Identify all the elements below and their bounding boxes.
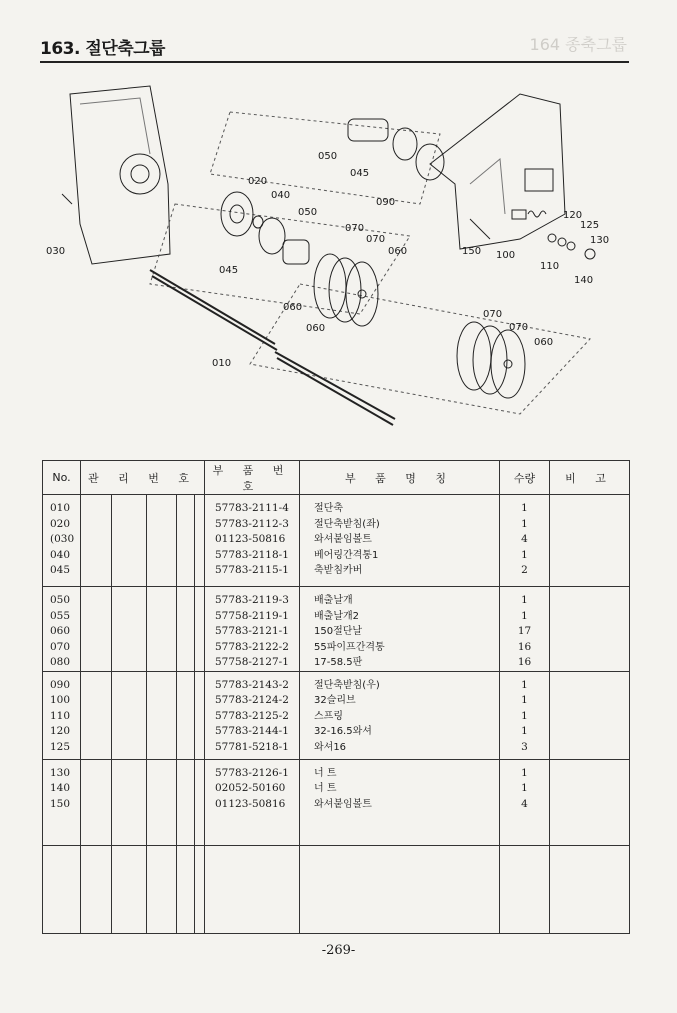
cell-no-value: 060 [50,625,71,637]
cell-quantity-value: 1 [521,594,528,606]
cell-no-value: 140 [50,782,71,794]
cell-quantity-value: 2 [521,564,528,576]
cell-part-name [300,759,500,845]
callout-070-a: 070 [345,223,365,234]
header-part-name: 부 품 명 칭 [300,461,500,495]
cell-no-value: 150 [50,797,71,810]
callout-140: 130 [590,235,610,246]
cell-part-name-value: 절단축받침(우) [314,679,380,691]
cell-management-no [147,671,177,759]
table-row-group [43,495,630,587]
cell-quantity-value: 17 [517,625,532,637]
exploded-parts-diagram [0,64,677,456]
washer-16 [558,238,566,246]
cell-management-no [112,759,147,845]
cell-no-value: 045 [50,564,71,576]
callout-070-c: 070 [483,309,503,320]
cell-part-number-value: 57783-2126-1 [215,766,289,779]
table-row-group [43,845,630,933]
cell-no-value: 020 [50,517,71,530]
right-frame-plate [430,94,565,249]
cell-management-no [112,845,147,933]
cell-part-name-value: 와셔16 [314,741,347,753]
cutting-blade [457,322,491,390]
cell-remarks [550,587,630,672]
callout-030: 030 [46,246,66,257]
callout-070-d: 070 [509,322,529,333]
bearing-cover-left [259,218,285,254]
cutting-blade [314,254,346,318]
cell-no-value: 080 [50,656,71,668]
cell-management-no [81,587,112,672]
discharge-fan-upper [348,119,388,141]
cell-no-value: 040 [50,548,71,561]
cell-part-name-value: 너 트 [314,783,337,794]
callout-100: 100 [496,250,516,261]
table-row-group [43,759,630,845]
flange-bolt [470,219,490,239]
cell-quantity [500,759,550,845]
cell-quantity-value: 1 [521,609,528,622]
right-frame-bracket [525,169,553,191]
callout-150: 150 [462,246,482,257]
cell-no [43,587,81,672]
cell-part-number-value: 57758-2127-1 [215,656,289,668]
sleeve-32 [512,210,526,219]
table-row-group [43,671,630,759]
cell-management-no [177,587,195,672]
cutter-shaft [150,270,275,344]
header-no: No. [43,461,81,495]
cell-no-value: 050 [50,594,71,606]
cell-management-no [81,495,112,587]
page-title: 163. 절단축그룹 [40,39,165,59]
callout-020: 020 [248,176,268,187]
cell-part-number-value: 57783-2143-2 [215,678,289,691]
callout-110: 110 [540,261,560,272]
cell-no [43,671,81,759]
callout-060-c: 060 [306,323,326,334]
callout-045-lower: 045 [219,265,239,276]
cell-management-no [177,671,195,759]
cell-part-number-value: 57783-2144-1 [215,725,289,737]
cell-part-name [300,587,500,672]
cell-no-value: 010 [50,502,71,514]
cell-no-value: 130 [50,766,71,779]
left-frame-bore [120,154,160,194]
cell-part-number-value: 02052-50160 [215,782,286,794]
cell-no [43,495,81,587]
cell-management-no [147,587,177,672]
cell-part-number-value: 57783-2125-2 [215,709,289,722]
cell-part-number-value: 57783-2118-1 [215,548,289,561]
callout-050-lower: 050 [298,207,318,218]
cell-part-number-value: 57783-2119-3 [215,594,289,606]
cutting-blade [346,262,378,326]
header-quantity: 수량 [500,461,550,495]
cell-management-no [177,759,195,845]
cell-quantity [500,495,550,587]
cell-part-number-value: 57783-2122-2 [215,640,289,653]
cell-part-name-value: 배출날개2 [314,610,360,622]
callout-060-d: 060 [534,337,554,348]
pipe-spacer [329,258,361,322]
bearing-cover-upper [393,128,417,160]
table-header-row [43,461,630,495]
callout-010: 010 [212,358,232,369]
cell-management-no [147,845,177,933]
cell-quantity-value: 1 [521,502,528,514]
cell-remarks [550,671,630,759]
table-row-group [43,587,630,672]
cell-remarks [550,495,630,587]
parts-table [42,460,630,934]
cell-quantity-value: 3 [521,740,528,753]
cell-part-name-value: 150절단날 [314,626,363,637]
washer-32 [548,234,556,242]
callout-120: 120 [563,210,583,221]
cell-management-no [112,587,147,672]
cell-remarks [550,759,630,845]
cell-management-no [112,495,147,587]
cell-part-name [300,495,500,587]
cell-no-value: 100 [50,694,71,706]
cell-management-no [195,587,205,672]
cell-part-number-value: 01123-50816 [215,533,286,545]
cell-part-name-value: 32-16.5와셔 [314,726,372,737]
cell-part-number [205,671,300,759]
callout-050-upper: 050 [318,151,338,162]
cell-quantity-value: 1 [521,517,528,530]
cell-management-no [195,759,205,845]
cutting-blade [491,330,525,398]
cell-no-value: 110 [50,709,71,722]
cell-quantity-value: 1 [521,694,528,706]
flange-bolt-left [62,194,72,204]
cell-management-no [195,845,205,933]
bleed-through-title: 164 종축그룹 [529,35,627,54]
cell-quantity-value: 1 [521,548,528,561]
cell-quantity-value: 4 [521,797,528,810]
cell-part-number [205,495,300,587]
callout-130: 125 [580,220,600,231]
cell-quantity [500,845,550,933]
callout-045-upper: 045 [350,168,370,179]
header-management-no: 관 리 번 호 [81,461,205,495]
cell-no-value: 070 [50,640,71,653]
cell-part-name-value: 와셔붙임볼트 [314,534,372,545]
cell-quantity-value: 1 [521,782,528,794]
cell-management-no [81,845,112,933]
cell-management-no [195,495,205,587]
cell-no-value: 090 [50,678,71,691]
callout-040: 040 [271,190,291,201]
cell-no-value: 125 [50,740,71,753]
cell-no-value: 055 [50,609,71,622]
cell-part-name-value: 절단축 [314,503,343,514]
cell-part-name-value: 와셔붙임볼트 [314,798,372,810]
cell-management-no [147,759,177,845]
cell-part-name-value: 절단축받침(좌) [314,518,380,530]
discharge-fan-lower [283,240,309,264]
cell-quantity-value: 16 [517,640,532,653]
cell-quantity [500,587,550,672]
cell-part-name [300,671,500,759]
cell-part-name-value: 배출날개 [314,595,353,606]
cell-part-name-value: 55파이프간격통 [314,641,385,653]
cell-part-name-value: 축받침카버 [314,565,363,576]
cell-part-number-value: 01123-50816 [215,797,286,810]
cell-quantity-value: 16 [517,656,532,668]
page-number: -269- [321,943,356,958]
cell-management-no [112,671,147,759]
cell-part-name [300,845,500,933]
cell-management-no [147,495,177,587]
cell-part-number-value: 57783-2124-2 [215,694,289,706]
cell-part-number-value: 57781-5218-1 [215,740,289,753]
cell-quantity [500,671,550,759]
cell-no-value: 120 [50,725,71,737]
cell-no [43,845,81,933]
cell-management-no [81,759,112,845]
cell-quantity-value: 1 [521,678,528,691]
callout-060-b: 060 [283,302,303,313]
cell-part-name-value: 17-58.5판 [314,657,363,668]
cell-quantity-value: 1 [521,709,528,722]
nut [585,249,595,259]
washer-16 [567,242,575,250]
cell-part-name-value: 너 트 [314,767,337,779]
cell-part-name-value: 베어링간격통1 [314,549,379,561]
cell-part-number [205,587,300,672]
cell-management-no [177,495,195,587]
cell-part-number-value: 57783-2121-1 [215,625,289,637]
cell-no-value: (030 [50,533,75,545]
callout-125: 140 [574,275,594,286]
title-rule [40,61,629,63]
cell-quantity-value: 4 [521,533,528,545]
callout-090: 090 [376,197,396,208]
callout-070-b: 070 [366,234,386,245]
cell-part-name-value: 스프링 [314,710,343,722]
cell-part-number [205,845,300,933]
cell-quantity-value: 1 [521,766,528,779]
cell-part-number [205,759,300,845]
header-remarks: 비 고 [550,461,630,495]
cell-management-no [195,671,205,759]
pipe-spacer [473,326,507,394]
cell-part-number-value: 57783-2112-3 [215,517,289,530]
shaft-support-right [416,144,444,180]
cell-part-number-value: 57783-2115-1 [215,564,289,576]
cell-quantity-value: 1 [521,725,528,737]
cell-remarks [550,845,630,933]
cell-management-no [177,845,195,933]
header-part-number: 부 품 번 호 [205,461,300,495]
callout-060-a: 060 [388,246,408,257]
cell-no [43,759,81,845]
cell-part-number-value: 57758-2119-1 [215,609,289,622]
spring [528,211,546,217]
cell-part-number-value: 57783-2111-4 [215,502,289,514]
cell-management-no [81,671,112,759]
cell-part-name-value: 32슬리브 [314,695,356,706]
